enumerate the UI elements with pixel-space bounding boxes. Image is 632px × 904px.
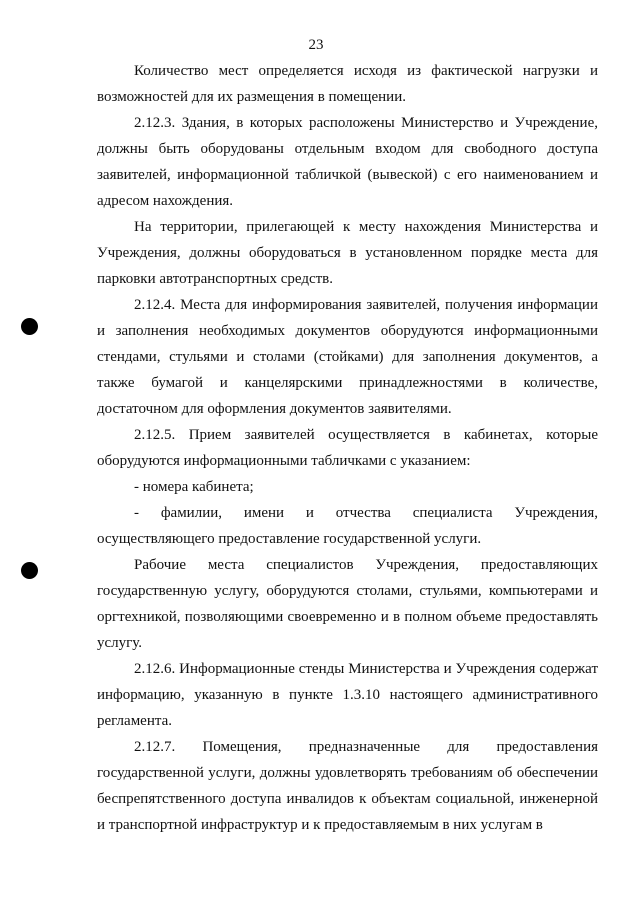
paragraph-2-12-3: 2.12.3. Здания, в которых расположены Министерство и Учреждение, должны быть оборудованы отдельным входом для свободного доступа заявителей, информационной табличкой (вывеской) с его наименованием и адресом нахождения. (97, 115, 598, 209)
paragraph-2-12-5: 2.12.5. Прием заявителей осуществляется в кабинетах, которые оборудуются информационными табличками с указанием: (97, 427, 598, 469)
page-number: 23 (308, 37, 324, 53)
punch-hole-mark (21, 562, 38, 579)
paragraph-2-12-7: 2.12.7. Помещения, предназначенные для предоставления государственной услуги, должны удовлетворять требованиям об обеспечении беспрепятственного доступа инвалидов к объектам социальной, инженерной и транспортной инфраструктур и к предоставляемым в них услугам в (97, 739, 598, 833)
list-item-specialist-name: - фамилии, имени и отчества специалиста Учреждения, осуществляющего предоставление государственной услуги. (97, 505, 598, 547)
document-body (97, 58, 598, 838)
paragraph-2-12-6: 2.12.6. Информационные стенды Министерства и Учреждения содержат информацию, указанную в пункте 1.3.10 настоящего административного регламента. (97, 661, 598, 729)
punch-hole-mark (21, 318, 38, 335)
paragraph-workplaces: Рабочие места специалистов Учреждения, предоставляющих государственную услугу, оборудуются столами, стульями, компьютерами и оргтехникой, позволяющими своевременно и в полном объеме предоставлять услугу. (97, 557, 598, 651)
list-item-office-number: - номера кабинета; (134, 479, 254, 495)
paragraph-seating: Количество мест определяется исходя из фактической нагрузки и возможностей для их размещения в помещении. (97, 63, 598, 105)
paragraph-parking: На территории, прилегающей к месту нахождения Министерства и Учреждения, должны оборудоваться в установленном порядке места для парковки автотранспортных средств. (97, 219, 598, 287)
paragraph-2-12-4: 2.12.4. Места для информирования заявителей, получения информации и заполнения необходимых документов оборудуются информационными стендами, стульями и столами (стойками) для заполнения документов, а также бумагой и канцелярскими принадлежностями в количестве, достаточном для оформления документов заявителями. (97, 297, 598, 417)
